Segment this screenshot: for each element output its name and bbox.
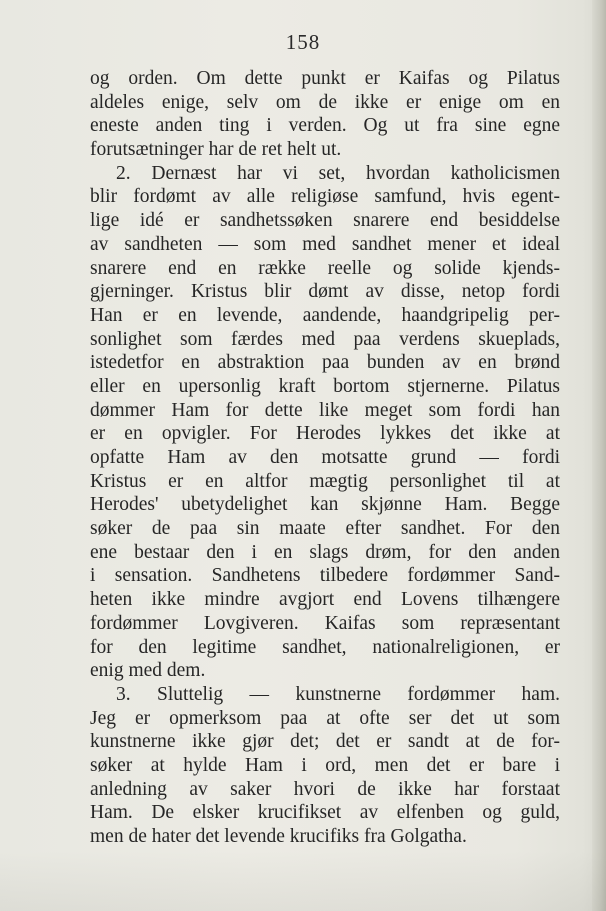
text-line: Han er en levende, aandende, haandgripelig per-: [90, 304, 560, 326]
page-shadow: [0, 851, 606, 911]
text-line: søker at hylde Ham i ord, men det er bare i: [90, 754, 560, 776]
text-line: fordømmer Lovgiveren. Kaifas som repræsentant: [90, 612, 560, 634]
text-line: lige idé er sandhetssøken snarere end besiddelse: [90, 210, 560, 232]
text-line: forutsætninger har de ret helt ut.: [90, 139, 342, 161]
text-line: aldeles enige, selv om de ikke er enige om en: [90, 91, 560, 113]
text-line: Ham. De elsker krucifikset av elfenben og guld,: [90, 802, 560, 824]
text-line: dømmer Ham for dette like meget som fordi han: [90, 399, 560, 421]
text-line: heten ikke mindre avgjort end Lovens tilhængere: [90, 589, 560, 611]
text-line: Jeg er opmerksom paa at ofte ser det ut som: [90, 707, 560, 729]
text-line: men de hater det levende krucifiks fra Golgatha.: [90, 826, 467, 847]
text-line: sonlighet som færdes med paa verdens skueplads,: [90, 328, 560, 350]
text-line: 3. Sluttelig — kunstnerne fordømmer ham.: [116, 683, 560, 705]
text-line: ene bestaar den i en slags drøm, for den anden: [90, 541, 560, 563]
body-text: [90, 67, 560, 849]
text-line: enig med dem.: [90, 660, 206, 682]
page-edge: [592, 0, 606, 911]
text-line: i sensation. Sandhetens tilbedere fordømmer Sand-: [90, 565, 560, 587]
text-line: Herodes' ubetydelighet kan skjønne Ham. Begge: [90, 494, 560, 516]
page-number: 158: [285, 30, 321, 54]
text-line: Kristus er en altfor mægtig personlighet til at: [90, 470, 560, 492]
text-line: 2. Dernæst har vi set, hvordan katholicismen: [116, 162, 560, 184]
text-line: eneste anden ting i verden. Og ut fra sine egne: [90, 115, 560, 137]
text-line: opfatte Ham av den motsatte grund — fordi: [90, 447, 560, 468]
text-line: gjerninger. Kristus blir dømt av disse, netop fordi: [90, 281, 560, 303]
text-line: søker de paa sin maate efter sandhet. For den: [90, 518, 560, 540]
text-line: og orden. Om dette punkt er Kaifas og Pilatus: [90, 68, 560, 89]
text-line: istedetfor en abstraktion paa bunden av en brønd: [90, 352, 560, 374]
text-line: for den legitime sandhet, nationalreligionen, er: [90, 636, 560, 658]
text-line: av sandheten — som med sandhet mener et ideal: [90, 233, 560, 255]
text-line: blir fordømt av alle religiøse samfund, hvis egent-: [90, 186, 560, 208]
text-line: eller en upersonlig kraft bortom stjernerne. Pilatus: [90, 375, 560, 397]
text-line: er en opvigler. For Herodes lykkes det ikke at: [90, 423, 560, 445]
text-line: kunstnerne ikke gjør det; det er sandt at de for-: [90, 731, 560, 753]
text-line: anledning av saker hvori de ikke har forstaat: [90, 778, 560, 800]
text-line: snarere end en række reelle og solide kjends-: [90, 257, 560, 279]
